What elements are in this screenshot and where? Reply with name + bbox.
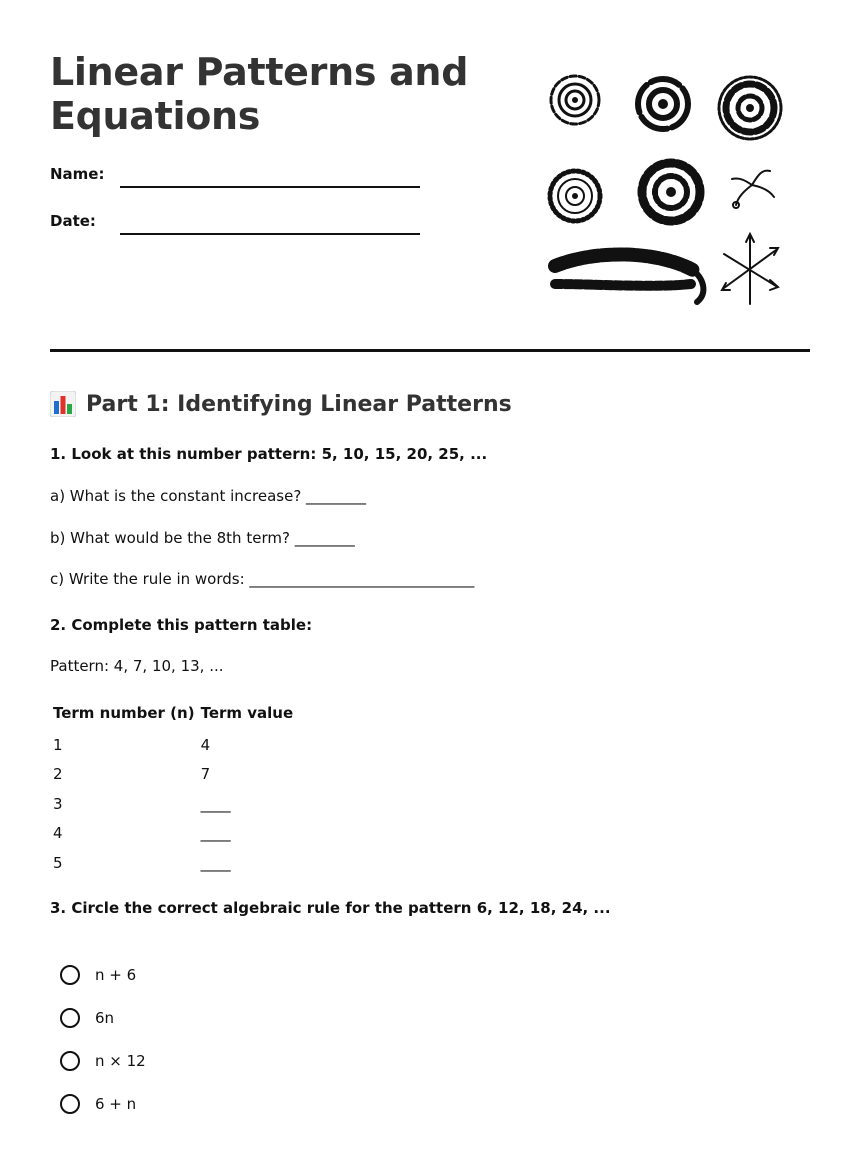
option-6-plus-n[interactable] — [60, 1091, 136, 1117]
question-3-prompt: 3. Circle the correct algebraic rule for the pattern 6, 12, 18, 24, ... — [50, 899, 611, 917]
mandala-motif-icon — [719, 77, 781, 139]
spiral-motif-icon — [551, 76, 599, 124]
radio-circle-icon[interactable] — [60, 1008, 80, 1028]
part-1-title: Part 1: Identifying Linear Patterns — [86, 391, 512, 417]
section-divider — [50, 349, 810, 352]
star-arrows-motif-icon — [722, 234, 778, 304]
term-number-cell: 5 — [53, 853, 63, 872]
option-label: 6n — [95, 1009, 115, 1027]
radio-circle-icon[interactable] — [60, 965, 80, 985]
table-row — [50, 760, 296, 790]
question-1b[interactable]: b) What would be the 8th term? ________ — [50, 529, 355, 547]
term-value-blank[interactable]: ____ — [200, 794, 231, 813]
table-row — [50, 848, 296, 878]
term-value-cell: 4 — [200, 735, 211, 754]
option-label: n × 12 — [95, 1052, 146, 1070]
question-2-prompt: 2. Complete this pattern table: — [50, 616, 313, 634]
bar-chart-icon — [50, 391, 76, 417]
term-value-blank[interactable]: ____ — [200, 824, 231, 843]
table-row — [50, 789, 296, 819]
pattern-table — [50, 700, 296, 878]
table-row — [50, 819, 296, 849]
option-n-plus-6[interactable] — [60, 962, 136, 988]
date-write-line[interactable] — [120, 233, 420, 235]
name-field — [50, 165, 470, 195]
term-number-cell: 1 — [53, 735, 63, 754]
term-value-cell: 7 — [200, 765, 211, 784]
option-label: n + 6 — [95, 966, 137, 984]
radio-circle-icon[interactable] — [60, 1094, 80, 1114]
bold-spiral-motif-icon — [638, 79, 688, 129]
question-2-pattern: Pattern: 4, 7, 10, 13, ... — [50, 657, 224, 675]
table-header-term-number: Term number (n) — [53, 704, 195, 722]
term-number-cell: 3 — [53, 794, 63, 813]
fern-motif-icon — [555, 254, 703, 302]
worksheet-title: Linear Patterns and Equations — [50, 50, 469, 138]
worksheet-page — [50, 0, 810, 1161]
date-label: Date: — [50, 212, 96, 230]
term-number-cell: 4 — [53, 824, 63, 843]
part-1-heading — [50, 388, 512, 420]
swirl-motif-icon — [732, 171, 774, 208]
decorative-pattern-illustration — [545, 68, 790, 313]
name-write-line[interactable] — [120, 186, 420, 188]
table-header-row — [50, 700, 296, 730]
option-n-times-12[interactable] — [60, 1048, 146, 1074]
question-1-prompt: 1. Look at this number pattern: 5, 10, 15, 20, 25, ... — [50, 445, 488, 463]
flower-mandala-motif-icon — [642, 163, 700, 221]
sun-motif-icon — [550, 171, 600, 221]
name-label: Name: — [50, 165, 105, 183]
term-number-cell: 2 — [53, 765, 63, 784]
option-6n[interactable] — [60, 1005, 114, 1031]
date-field — [50, 212, 470, 242]
question-1a[interactable]: a) What is the constant increase? ________ — [50, 487, 367, 505]
question-1c[interactable]: c) Write the rule in words: ______________________________ — [50, 570, 475, 588]
term-value-blank[interactable]: ____ — [200, 853, 231, 872]
option-label: 6 + n — [95, 1095, 137, 1113]
radio-circle-icon[interactable] — [60, 1051, 80, 1071]
table-header-term-value: Term value — [200, 704, 294, 722]
table-row — [50, 730, 296, 760]
